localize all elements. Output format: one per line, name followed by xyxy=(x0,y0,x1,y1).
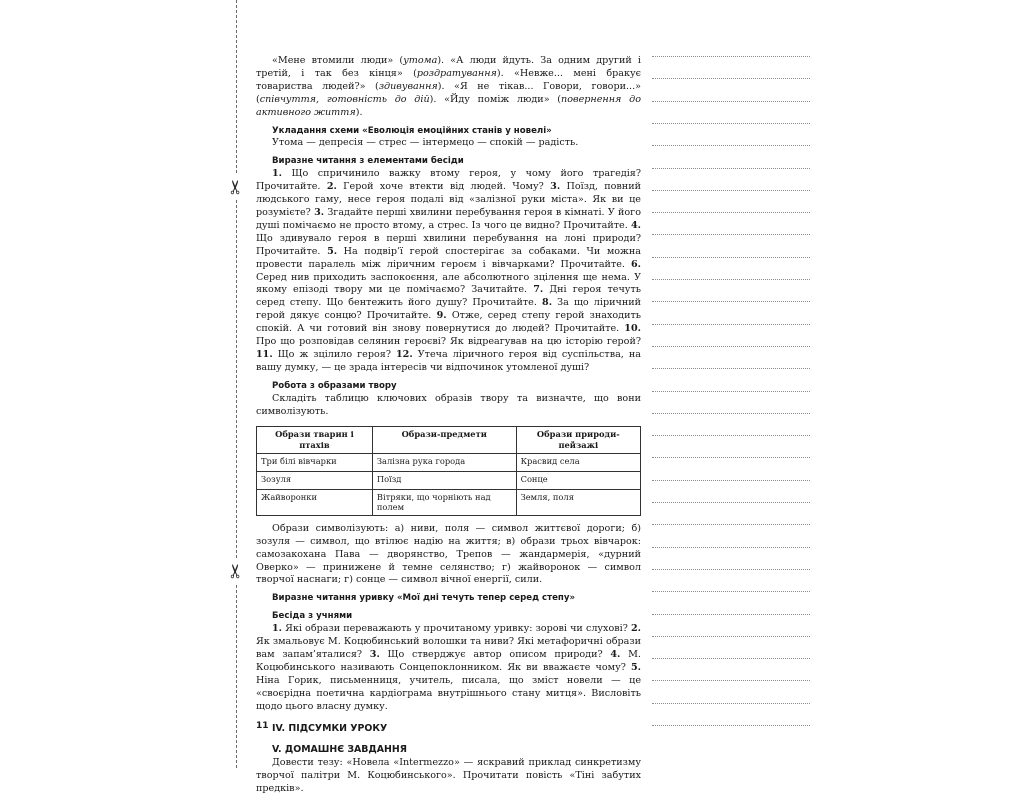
note-line xyxy=(652,391,810,392)
note-line xyxy=(652,725,810,726)
text-run: М. Коцюбинського називають Сонцепоклонником. Як ви вважаєте чому? xyxy=(256,649,641,673)
note-line xyxy=(652,56,810,57)
emphasis-text: співчуття, готовність до дій xyxy=(259,93,430,105)
note-line xyxy=(652,680,810,681)
note-line xyxy=(652,502,810,503)
question-number: 11. xyxy=(256,348,273,360)
question-number: 3. xyxy=(314,206,325,218)
section-heading-summary: IV. ПІДСУМКИ УРОКУ xyxy=(272,722,388,734)
text-run: «Мене втомили люди» ( xyxy=(272,55,404,66)
emphasis-text: здивування xyxy=(378,80,438,92)
question-number: 10. xyxy=(624,323,641,335)
symbols-paragraph: Образи символізують: а) ниви, поля — символ життєвої дороги; б) зозуля — символ, що втілює надію на життя; в) образи трьох вівчарок: самозакохана Пава — дворянство, Трепов — жандармерія, «дурний Оверко» — принижене й темне селянство; г) жайворонок — символ творчої наснаги; г) сонце — символ вічної енергії, сили. xyxy=(256,522,641,586)
table-header-animals: Образи тварин і птахів xyxy=(257,427,373,453)
question-number: 5. xyxy=(630,661,641,673)
text-run: Згадайте перші хвилини перебування героя в кімнаті. У його душі помічаємо не просто втому, а стрес. Із чого це видно? Прочитайте. xyxy=(256,206,641,231)
text-run: Які образи переважають у прочитаному уривку: зорові чи слухові? xyxy=(282,623,631,635)
cut-line xyxy=(236,0,237,768)
reading-questions xyxy=(256,168,641,375)
table-cell: Поїзд xyxy=(372,471,516,489)
table-cell: Сонце xyxy=(516,471,640,489)
table-header-objects: Образи-предмети xyxy=(372,427,516,453)
note-line xyxy=(652,168,810,169)
homework-text: Довести тезу: «Новела «Intermezzo» — яскравий приклад синкретизму творчої палітри М. Коцюбинського». Прочитати повість «Тіні забутих предків». xyxy=(256,757,641,795)
note-line xyxy=(652,457,810,458)
note-line xyxy=(652,234,810,235)
text-run: На подвір’ї герой спостерігає за собаками. Чи можна провести паралель між ліричним героєм і вівчарками? Прочитайте. xyxy=(256,245,641,270)
emphasis-text: роздратування xyxy=(416,67,497,79)
table-cell: Залізна рука города xyxy=(372,453,516,471)
table-cell: Красвид села xyxy=(516,453,640,471)
note-line xyxy=(652,636,810,637)
note-line xyxy=(652,413,810,414)
note-line xyxy=(652,435,810,436)
page-content xyxy=(256,55,641,796)
note-line xyxy=(652,123,810,124)
question-number: 3. xyxy=(550,181,561,193)
note-line xyxy=(652,101,810,102)
note-line xyxy=(652,658,810,659)
note-line xyxy=(652,703,810,704)
scissors-icon: ✂ xyxy=(226,559,246,583)
section-heading-fragment: Виразне читання уривку «Мої дні течуть тепер серед степу» xyxy=(272,593,576,604)
table-header-nature: Образи природи-пейзажі xyxy=(516,427,640,453)
text-run: ). «А люди йдуть. За одним другий і третій, і так без кінця» ( xyxy=(256,55,641,79)
notes-lines xyxy=(652,0,812,768)
question-number: 4. xyxy=(610,649,621,660)
note-line xyxy=(652,145,810,146)
question-number: 2. xyxy=(326,181,337,193)
note-line xyxy=(652,547,810,548)
section-heading-conversation: Бесіда з учнями xyxy=(272,611,353,622)
text-run: ). xyxy=(355,106,363,118)
section-heading-homework: V. ДОМАШНЄ ЗАВДАННЯ xyxy=(272,744,407,756)
scissors-icon: ✂ xyxy=(226,175,246,199)
text-run: Поїзд, повний людського гаму, несе героя подалі від «залізної руки міста». Як ви це розумієте? xyxy=(256,181,641,218)
question-number: 7. xyxy=(533,284,544,296)
section-heading-reading: Виразне читання з елементами бесіди xyxy=(272,156,464,167)
section-heading-images: Робота з образами твору xyxy=(272,380,397,391)
conversation-questions xyxy=(256,623,641,713)
text-run: ). «Невже... мені бракує товариства людей?» ( xyxy=(256,67,641,92)
question-number: 4. xyxy=(630,219,641,231)
text-run: Що здивувало героя в перші хвилини перебування на лоні природи? Прочитайте. xyxy=(256,232,641,257)
emphasis-text: повернення до активного життя xyxy=(256,93,641,118)
note-line xyxy=(652,368,810,369)
text-run: Що спричинило важку втому героя, у чому його трагедія? Прочитайте. xyxy=(256,168,641,193)
table-header-row xyxy=(257,427,641,453)
table-row xyxy=(257,489,641,515)
text-run: Ніна Горик, письменниця, учитель, писала, що зміст новели — це «своєрідна поетична кардіограма внутрішнього стану митця». Висловіть щодо цього власну думку. xyxy=(256,674,641,712)
text-run: За що ліричний герой дякує сонцю? Прочитайте. xyxy=(256,297,641,322)
table-cell: Земля, поля xyxy=(516,489,640,515)
note-line xyxy=(652,78,810,79)
question-number: 6. xyxy=(630,258,641,270)
images-intro: Складіть таблицю ключових образів твору та визначте, що вони символізують. xyxy=(256,392,641,417)
table-row xyxy=(257,453,641,471)
question-number: 1. xyxy=(272,623,283,635)
note-line xyxy=(652,591,810,592)
text-run: Що стверджує автор описом природи? xyxy=(379,649,611,660)
section-heading-scheme: Укладання схеми «Еволюція емоційних станів у новелі» xyxy=(272,125,552,136)
text-run: Що ж зцілило героя? xyxy=(272,348,396,360)
note-line xyxy=(652,480,810,481)
text-run: Як змальовує М. Коцюбинський волошки та ниви? Які метафоричні образи вам запам’яталися? xyxy=(256,636,641,660)
note-line xyxy=(652,614,810,615)
text-run: Про що розповідав селянин героєві? Як відреагував на цю історію герой? xyxy=(256,336,641,348)
question-number: 12. xyxy=(396,348,413,360)
question-number: 3. xyxy=(369,649,380,660)
text-run: ). «Йду поміж люди» ( xyxy=(429,93,562,105)
note-line xyxy=(652,524,810,525)
text-run: Серед нив приходить заспокоєння, але абсолютного зцілення ще нема. У якому епізоді твору ми це помічаємо? Зачитайте. xyxy=(256,271,641,296)
note-line xyxy=(652,324,810,325)
table-cell: Жайворонки xyxy=(257,489,373,515)
note-line xyxy=(652,190,810,191)
question-number: 5. xyxy=(327,245,338,257)
text-run: Дні героя течуть серед степу. Що бентежить його душу? Прочитайте. xyxy=(256,284,641,309)
scheme-text: Утома — депресія — стрес — інтермецо — спокій — радість. xyxy=(272,137,579,149)
emphasis-text: утома xyxy=(403,55,438,66)
question-number: 9. xyxy=(436,310,447,322)
note-line xyxy=(652,279,810,280)
question-number: 1. xyxy=(272,168,283,180)
page-number: 11 xyxy=(256,721,269,731)
text-run: ). «Я не тікав... Говори, говори...» ( xyxy=(256,80,642,105)
table-cell: Три білі вівчарки xyxy=(257,453,373,471)
table-cell: Вітряки, що чорніють над полем xyxy=(372,489,516,515)
text-run: Отже, серед степу герой знаходить спокій. А чи готовий він знову повернутися до людей? Прочитайте. xyxy=(256,310,641,335)
text-run: Герой хоче втекти від людей. Чому? xyxy=(336,181,551,193)
note-line xyxy=(652,212,810,213)
text-run: Утеча ліричного героя від суспільства, на вашу думку, — це зрада інтересів чи відпочинок утомленої душі? xyxy=(256,348,641,373)
images-table xyxy=(256,426,641,515)
note-line xyxy=(652,569,810,570)
question-number: 8. xyxy=(542,297,553,309)
table-cell: Зозуля xyxy=(257,471,373,489)
table-row xyxy=(257,471,641,489)
note-line xyxy=(652,301,810,302)
note-line xyxy=(652,257,810,258)
note-line xyxy=(652,346,810,347)
question-number: 2. xyxy=(630,623,641,635)
intro-paragraph xyxy=(256,55,641,120)
